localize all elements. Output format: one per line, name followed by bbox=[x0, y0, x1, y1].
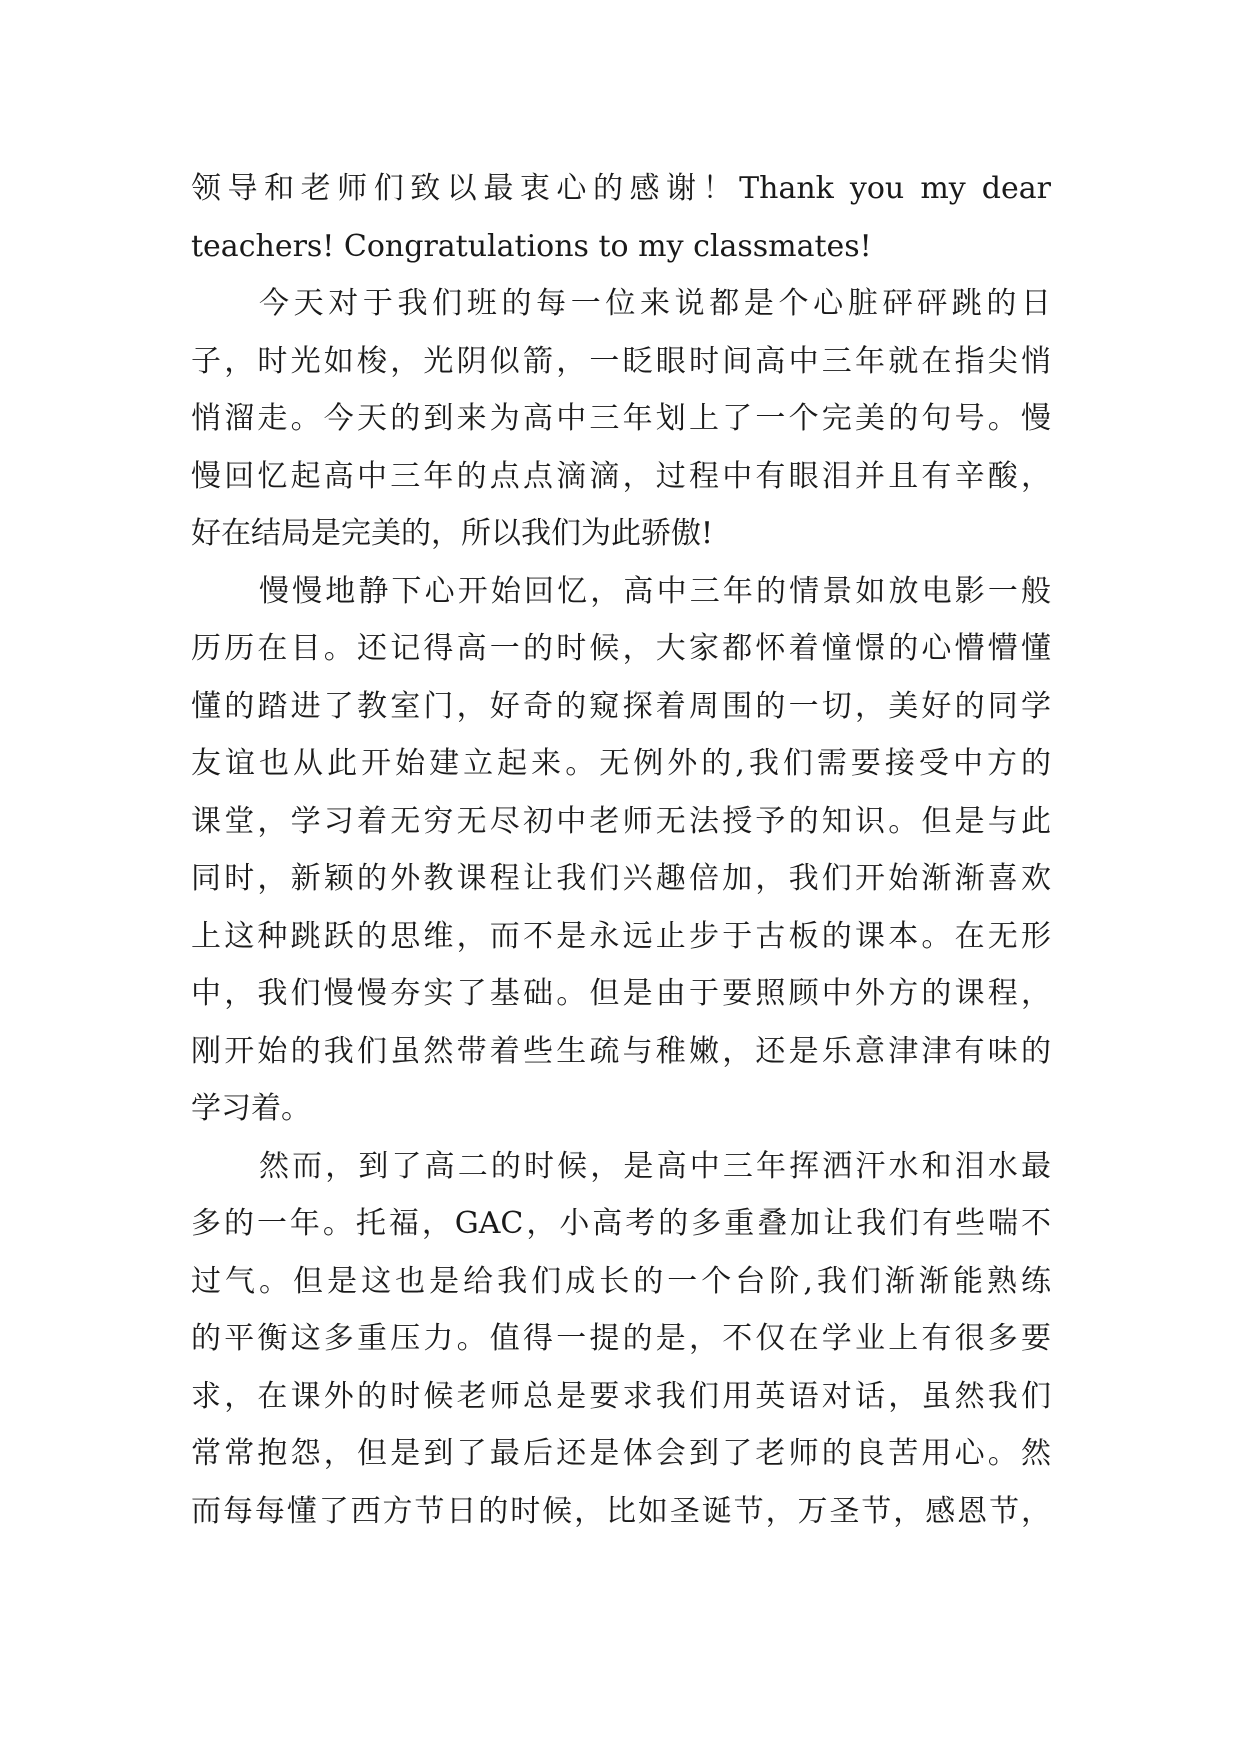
text-line: teachers! Congratulations to my classmates! bbox=[191, 228, 872, 264]
text-line: 悄溜走。今天的到来为高中三年划上了一个完美的句号。慢 bbox=[191, 401, 1051, 436]
paragraph-first-line: 然而，到了高二的时候，是高中三年挥洒汗水和泪水最 bbox=[259, 1148, 1051, 1184]
text-line: 求，在课外的时候老师总是要求我们用英语对话，虽然我们 bbox=[191, 1378, 1051, 1414]
text-line: 而每每懂了西方节日的时候，比如圣诞节，万圣节，感恩节， bbox=[191, 1493, 1051, 1529]
text-line: 友谊也从此开始建立起来。无例外的,我们需要接受中方的 bbox=[191, 746, 1051, 781]
text-line: 课堂，学习着无穷无尽初中老师无法授予的知识。但是与此 bbox=[191, 803, 1051, 839]
text-line: 慢回忆起高中三年的点点滴滴，过程中有眼泪并且有辛酸， bbox=[191, 458, 1051, 494]
text-line: 领导和老师们致以最衷心的感谢！Thank you my dear bbox=[191, 171, 1051, 206]
text-line: 刚开始的我们虽然带着些生疏与稚嫩，还是乐意津津有味的 bbox=[191, 1033, 1051, 1069]
text-line: 历历在目。还记得高一的时候，大家都怀着憧憬的心懵懵懂 bbox=[191, 631, 1051, 666]
text-line: 上这种跳跃的思维，而不是永远止步于古板的课本。在无形 bbox=[191, 918, 1051, 954]
text-line: 懂的踏进了教室门，好奇的窥探着周围的一切，美好的同学 bbox=[191, 688, 1051, 724]
text-line: 中，我们慢慢夯实了基础。但是由于要照顾中外方的课程， bbox=[191, 976, 1051, 1011]
paragraph-first-line: 慢慢地静下心开始回忆，高中三年的情景如放电影一般 bbox=[259, 573, 1051, 609]
body-text bbox=[191, 160, 1051, 1540]
text-line: 学习着。 bbox=[191, 1091, 311, 1126]
text-line: 过气。但是这也是给我们成长的一个台阶,我们渐渐能熟练 bbox=[191, 1263, 1051, 1299]
text-line: 的平衡这多重压力。值得一提的是，不仅在学业上有很多要 bbox=[191, 1321, 1051, 1356]
text-line: 常常抱怨，但是到了最后还是体会到了老师的良苦用心。然 bbox=[191, 1436, 1051, 1471]
paragraph-first-line: 今天对于我们班的每一位来说都是个心脏砰砰跳的日 bbox=[259, 286, 1051, 321]
text-line: 好在结局是完美的，所以我们为此骄傲! bbox=[191, 516, 714, 551]
text-line: 子，时光如梭，光阴似箭，一眨眼时间高中三年就在指尖悄 bbox=[191, 343, 1051, 379]
text-line: 多的一年。托福，GAC，小高考的多重叠加让我们有些喘不 bbox=[191, 1206, 1051, 1241]
text-line: 同时，新颖的外教课程让我们兴趣倍加，我们开始渐渐喜欢 bbox=[191, 861, 1051, 896]
